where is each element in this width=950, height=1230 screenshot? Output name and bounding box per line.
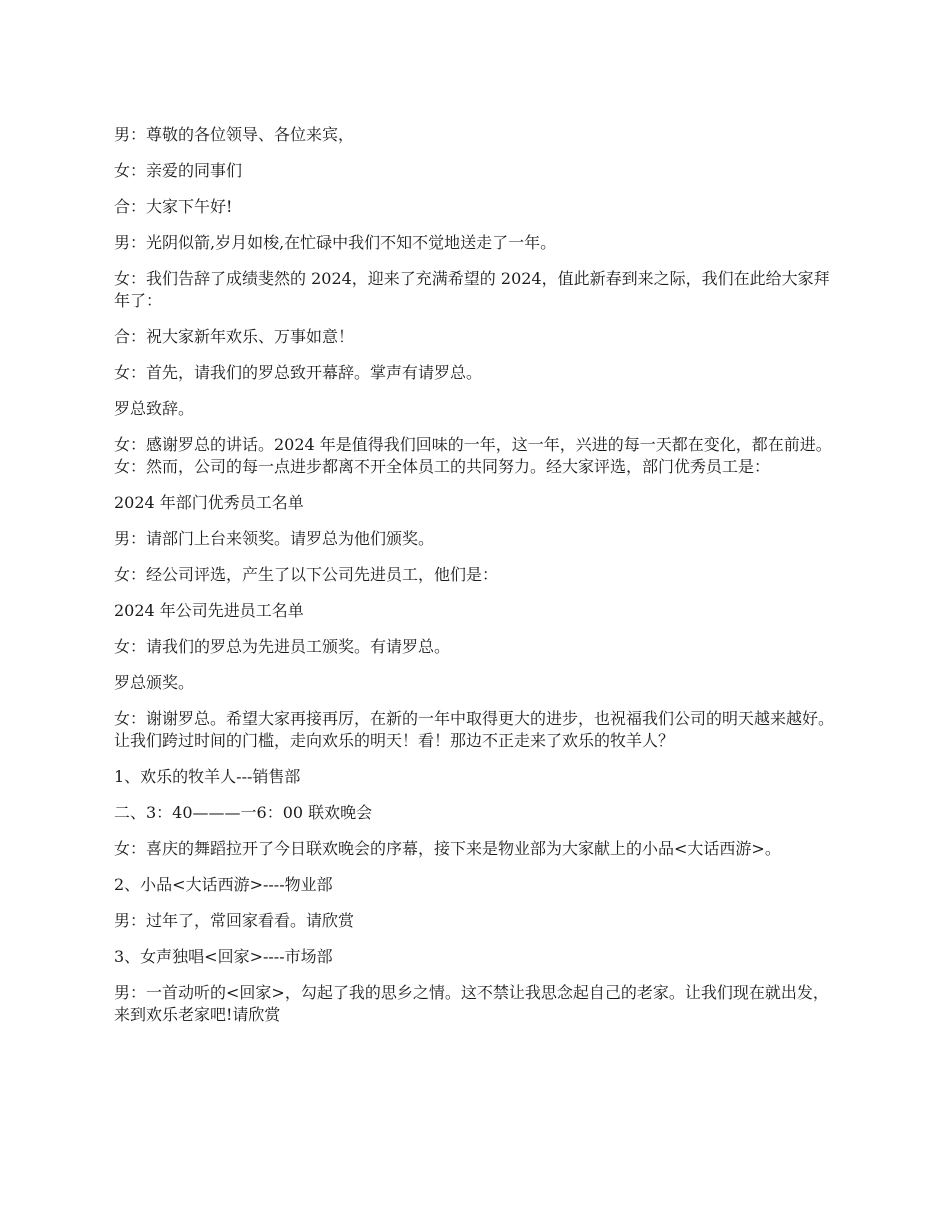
paragraph: 男：光阴似箭,岁月如梭,在忙碌中我们不知不觉地送走了一年。	[114, 233, 557, 252]
paragraph: 女：亲爱的同事们	[114, 161, 243, 180]
document-body	[114, 124, 844, 1040]
paragraph: 男：尊敬的各位领导、各位来宾，	[114, 125, 355, 144]
paragraph: 2024 年部门优秀员工名单	[114, 493, 304, 512]
paragraph: 罗总致辞。	[114, 399, 195, 418]
paragraph: 合：祝大家新年欢乐、万事如意！	[114, 327, 355, 346]
paragraph: 罗总颁奖。	[114, 673, 195, 692]
paragraph: 女：我们告辞了成绩斐然的 2024，迎来了充满希望的 2024，值此新春到来之际，我们在此给大家拜年了：	[114, 269, 830, 310]
paragraph: 2024 年公司先进员工名单	[114, 601, 304, 620]
paragraph: 女：感谢罗总的讲话。2024 年是值得我们回味的一年，这一年，兴进的每一天都在变化，都在前进。女：然而，公司的每一点进步都离不开全体员工的共同努力。经大家评选，部门优秀员工是：	[114, 435, 832, 476]
paragraph: 女：经公司评选，产生了以下公司先进员工，他们是：	[114, 565, 499, 584]
paragraph: 男：请部门上台来领奖。请罗总为他们颁奖。	[114, 529, 435, 548]
paragraph: 合：大家下午好!	[114, 197, 233, 216]
paragraph: 二、3：40———一6：00 联欢晚会	[114, 803, 373, 822]
paragraph: 女：首先，请我们的罗总致开幕辞。掌声有请罗总。	[114, 363, 483, 382]
paragraph: 男：过年了，常回家看看。请欣赏	[114, 911, 355, 930]
paragraph: 女：请我们的罗总为先进员工颁奖。有请罗总。	[114, 637, 451, 656]
paragraph: 女：谢谢罗总。希望大家再接再厉，在新的一年中取得更大的进步，也祝福我们公司的明天越来越好。 让我们跨过时间的门槛，走向欢乐的明天！看！那边不正走来了欢乐的牧羊人？	[114, 709, 835, 750]
paragraph: 女：喜庆的舞蹈拉开了今日联欢晚会的序幕，接下来是物业部为大家献上的小品<大话西游>。	[114, 839, 781, 858]
paragraph: 男：一首动听的<回家>，勾起了我的思乡之情。这不禁让我思念起自己的老家。让我们现在就出发，来到欢乐老家吧!请欣赏	[114, 983, 829, 1024]
paragraph: 1、欢乐的牧羊人---销售部	[114, 767, 301, 786]
paragraph: 2、小品<大话西游>----物业部	[114, 875, 333, 894]
paragraph: 3、女声独唱<回家>----市场部	[114, 947, 333, 966]
